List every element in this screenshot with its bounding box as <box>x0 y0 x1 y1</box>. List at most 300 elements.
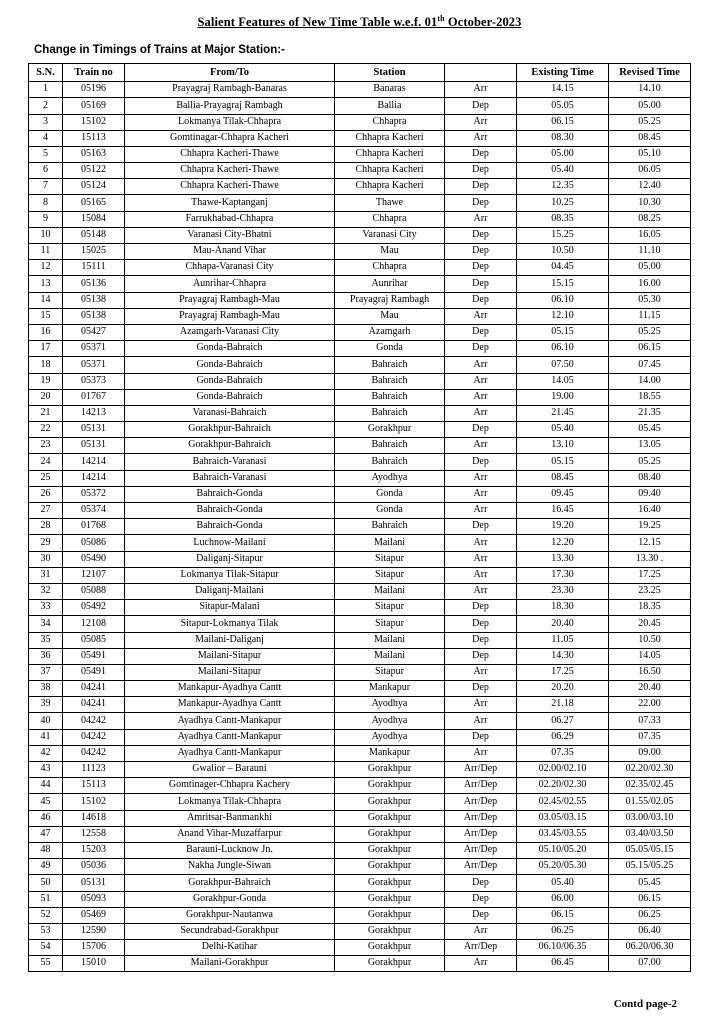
column-header-sn: S.N. <box>29 64 63 82</box>
arr-dep-cell: Arr <box>445 114 517 130</box>
station-cell: Bahraich <box>335 438 445 454</box>
sn-cell: 20 <box>29 389 63 405</box>
page-title-suffix: October-2023 <box>444 15 522 30</box>
existing-time-cell: 05.15 <box>517 454 609 470</box>
arr-dep-cell: Arr <box>445 486 517 502</box>
revised-time-cell: 08.25 <box>609 211 691 227</box>
from-to-cell: Chhapra Kacheri-Thawe <box>125 179 335 195</box>
from-to-cell: Ayadhya Cantt-Mankapur <box>125 729 335 745</box>
station-cell: Chhapra <box>335 211 445 227</box>
station-cell: Ayodhya <box>335 729 445 745</box>
arr-dep-cell: Dep <box>445 454 517 470</box>
sn-cell: 54 <box>29 940 63 956</box>
existing-time-cell: 05.40 <box>517 875 609 891</box>
table-row <box>29 664 691 680</box>
table-row <box>29 438 691 454</box>
existing-time-cell: 20.40 <box>517 616 609 632</box>
train-no-cell: 15025 <box>63 244 125 260</box>
revised-time-cell: 20.45 <box>609 616 691 632</box>
from-to-cell: Chhapa-Varanasi City <box>125 260 335 276</box>
revised-time-cell: 05.15/05.25 <box>609 859 691 875</box>
revised-time-cell: 23.25 <box>609 583 691 599</box>
table-row <box>29 778 691 794</box>
arr-dep-cell: Dep <box>445 146 517 162</box>
existing-time-cell: 05.40 <box>517 422 609 438</box>
station-cell: Gorakhpur <box>335 859 445 875</box>
station-cell: Gorakhpur <box>335 923 445 939</box>
arr-dep-cell: Arr <box>445 923 517 939</box>
existing-time-cell: 02.45/02.55 <box>517 794 609 810</box>
sn-cell: 26 <box>29 486 63 502</box>
revised-time-cell: 06.05 <box>609 163 691 179</box>
from-to-cell: Secundrabad-Gorakhpur <box>125 923 335 939</box>
from-to-cell: Lokmanya Tilak-Chhapra <box>125 794 335 810</box>
station-cell: Banaras <box>335 82 445 98</box>
train-no-cell: 05138 <box>63 308 125 324</box>
existing-time-cell: 06.15 <box>517 114 609 130</box>
arr-dep-cell: Dep <box>445 227 517 243</box>
arr-dep-cell: Arr <box>445 130 517 146</box>
station-cell: Sitapur <box>335 567 445 583</box>
revised-time-cell: 18.35 <box>609 600 691 616</box>
station-cell: Gorakhpur <box>335 826 445 842</box>
sn-cell: 9 <box>29 211 63 227</box>
station-cell: Chhapra <box>335 114 445 130</box>
train-no-cell: 05491 <box>63 664 125 680</box>
arr-dep-cell: Dep <box>445 163 517 179</box>
existing-time-cell: 09.45 <box>517 486 609 502</box>
station-cell: Gorakhpur <box>335 778 445 794</box>
existing-time-cell: 05.10/05.20 <box>517 842 609 858</box>
station-cell: Chhapra Kacheri <box>335 146 445 162</box>
arr-dep-cell: Arr <box>445 357 517 373</box>
sn-cell: 51 <box>29 891 63 907</box>
arr-dep-cell: Dep <box>445 616 517 632</box>
table-row <box>29 244 691 260</box>
existing-time-cell: 17.30 <box>517 567 609 583</box>
revised-time-cell: 09.40 <box>609 486 691 502</box>
train-no-cell: 04241 <box>63 697 125 713</box>
train-no-cell: 05036 <box>63 859 125 875</box>
station-cell: Mailani <box>335 632 445 648</box>
revised-time-cell: 05.45 <box>609 875 691 891</box>
from-to-cell: Azamgarh-Varanasi City <box>125 324 335 340</box>
from-to-cell: Daliganj-Mailani <box>125 583 335 599</box>
existing-time-cell: 21.45 <box>517 405 609 421</box>
train-no-cell: 14214 <box>63 470 125 486</box>
table-row <box>29 600 691 616</box>
train-no-cell: 15706 <box>63 940 125 956</box>
revised-time-cell: 11.15 <box>609 308 691 324</box>
train-no-cell: 05131 <box>63 438 125 454</box>
arr-dep-cell: Dep <box>445 907 517 923</box>
arr-dep-cell: Arr/Dep <box>445 826 517 842</box>
from-to-cell: Ayadhya Cantt-Mankapur <box>125 713 335 729</box>
station-cell: Gorakhpur <box>335 810 445 826</box>
station-cell: Bahraich <box>335 373 445 389</box>
station-cell: Varanasi City <box>335 227 445 243</box>
table-row <box>29 842 691 858</box>
from-to-cell: Lokmanya Tilak-Chhapra <box>125 114 335 130</box>
train-no-cell: 05131 <box>63 422 125 438</box>
train-no-cell: 14213 <box>63 405 125 421</box>
sn-cell: 28 <box>29 519 63 535</box>
station-cell: Mailani <box>335 648 445 664</box>
sn-cell: 55 <box>29 956 63 972</box>
existing-time-cell: 18.30 <box>517 600 609 616</box>
sn-cell: 24 <box>29 454 63 470</box>
arr-dep-cell: Arr <box>445 664 517 680</box>
from-to-cell: Daliganj-Sitapur <box>125 551 335 567</box>
arr-dep-cell: Arr <box>445 535 517 551</box>
revised-time-cell: 09.00 <box>609 745 691 761</box>
arr-dep-cell: Arr <box>445 956 517 972</box>
existing-time-cell: 05.00 <box>517 146 609 162</box>
station-cell: Azamgarh <box>335 324 445 340</box>
existing-time-cell: 19.20 <box>517 519 609 535</box>
train-no-cell: 15113 <box>63 778 125 794</box>
station-cell: Gorakhpur <box>335 875 445 891</box>
station-cell: Gonda <box>335 486 445 502</box>
table-row <box>29 422 691 438</box>
train-no-cell: 05131 <box>63 875 125 891</box>
existing-time-cell: 06.10 <box>517 292 609 308</box>
from-to-cell: Gonda-Bahraich <box>125 373 335 389</box>
from-to-cell: Aunrihar-Chhapra <box>125 276 335 292</box>
column-header-existing-time: Existing Time <box>517 64 609 82</box>
table-row <box>29 956 691 972</box>
train-no-cell: 05136 <box>63 276 125 292</box>
column-header-train-no: Train no <box>63 64 125 82</box>
station-cell: Thawe <box>335 195 445 211</box>
station-cell: Gorakhpur <box>335 422 445 438</box>
train-no-cell: 11123 <box>63 762 125 778</box>
sn-cell: 50 <box>29 875 63 891</box>
from-to-cell: Gwalior – Barauni <box>125 762 335 778</box>
section-subheading: Change in Timings of Trains at Major Station:- <box>34 44 285 57</box>
sn-cell: 38 <box>29 681 63 697</box>
arr-dep-cell: Arr <box>445 745 517 761</box>
table-row <box>29 98 691 114</box>
station-cell: Ayodhya <box>335 713 445 729</box>
sn-cell: 32 <box>29 583 63 599</box>
sn-cell: 30 <box>29 551 63 567</box>
table-row <box>29 389 691 405</box>
arr-dep-cell: Arr <box>445 82 517 98</box>
from-to-cell: Bahraich-Gonda <box>125 519 335 535</box>
station-cell: Chhapra Kacheri <box>335 130 445 146</box>
from-to-cell: Mailani-Gorakhpur <box>125 956 335 972</box>
from-to-cell: Thawe-Kaptanganj <box>125 195 335 211</box>
table-row <box>29 810 691 826</box>
sn-cell: 33 <box>29 600 63 616</box>
table-row <box>29 179 691 195</box>
sn-cell: 3 <box>29 114 63 130</box>
arr-dep-cell: Dep <box>445 292 517 308</box>
sn-cell: 43 <box>29 762 63 778</box>
from-to-cell: Mailani-Sitapur <box>125 648 335 664</box>
revised-time-cell: 05.00 <box>609 98 691 114</box>
arr-dep-cell: Dep <box>445 98 517 114</box>
revised-time-cell: 14.05 <box>609 648 691 664</box>
from-to-cell: Prayagraj Rambagh-Mau <box>125 308 335 324</box>
existing-time-cell: 05.15 <box>517 324 609 340</box>
arr-dep-cell: Dep <box>445 729 517 745</box>
station-cell: Chhapra Kacheri <box>335 163 445 179</box>
station-cell: Bahraich <box>335 389 445 405</box>
station-cell: Mau <box>335 308 445 324</box>
train-no-cell: 12590 <box>63 923 125 939</box>
existing-time-cell: 06.15 <box>517 907 609 923</box>
train-no-cell: 05371 <box>63 357 125 373</box>
sn-cell: 48 <box>29 842 63 858</box>
from-to-cell: Gomtinagar-Chhapra Kacheri <box>125 130 335 146</box>
from-to-cell: Barauni-Lucknow Jn. <box>125 842 335 858</box>
arr-dep-cell: Dep <box>445 244 517 260</box>
from-to-cell: Luchnow-Mailani <box>125 535 335 551</box>
train-no-cell: 05085 <box>63 632 125 648</box>
table-row <box>29 130 691 146</box>
sn-cell: 53 <box>29 923 63 939</box>
arr-dep-cell: Dep <box>445 324 517 340</box>
sn-cell: 16 <box>29 324 63 340</box>
arr-dep-cell: Arr <box>445 713 517 729</box>
from-to-cell: Mau-Anand Vihar <box>125 244 335 260</box>
existing-time-cell: 06.10/06.35 <box>517 940 609 956</box>
arr-dep-cell: Dep <box>445 632 517 648</box>
station-cell: Gorakhpur <box>335 891 445 907</box>
arr-dep-cell: Dep <box>445 891 517 907</box>
page-title <box>28 14 691 30</box>
station-cell: Sitapur <box>335 664 445 680</box>
train-no-cell: 05086 <box>63 535 125 551</box>
revised-time-cell: 21.35 <box>609 405 691 421</box>
station-cell: Sitapur <box>335 551 445 567</box>
from-to-cell: Prayagraj Rambagh-Mau <box>125 292 335 308</box>
sn-cell: 37 <box>29 664 63 680</box>
train-no-cell: 12108 <box>63 616 125 632</box>
from-to-cell: Prayagraj Rambagh-Banaras <box>125 82 335 98</box>
from-to-cell: Mankapur-Ayadhya Cantt <box>125 681 335 697</box>
arr-dep-cell: Arr <box>445 308 517 324</box>
train-no-cell: 05163 <box>63 146 125 162</box>
table-row <box>29 891 691 907</box>
arr-dep-cell: Arr <box>445 470 517 486</box>
from-to-cell: Mankapur-Ayadhya Cantt <box>125 697 335 713</box>
table-row <box>29 211 691 227</box>
station-cell: Bahraich <box>335 357 445 373</box>
station-cell: Bahraich <box>335 519 445 535</box>
sn-cell: 13 <box>29 276 63 292</box>
station-cell: Mailani <box>335 583 445 599</box>
table-row <box>29 405 691 421</box>
table-row <box>29 875 691 891</box>
train-no-cell: 05490 <box>63 551 125 567</box>
column-header-revised-time: Revised Time <box>609 64 691 82</box>
sn-cell: 34 <box>29 616 63 632</box>
train-no-cell: 04242 <box>63 729 125 745</box>
train-no-cell: 05492 <box>63 600 125 616</box>
station-cell: Mailani <box>335 535 445 551</box>
revised-time-cell: 13.30 . <box>609 551 691 567</box>
from-to-cell: Varanasi City-Bhatni <box>125 227 335 243</box>
train-no-cell: 15102 <box>63 794 125 810</box>
sn-cell: 27 <box>29 503 63 519</box>
from-to-cell: Gorakhpur-Bahraich <box>125 875 335 891</box>
existing-time-cell: 17.25 <box>517 664 609 680</box>
table-row <box>29 681 691 697</box>
station-cell: Mau <box>335 244 445 260</box>
revised-time-cell: 12.40 <box>609 179 691 195</box>
train-no-cell: 04242 <box>63 713 125 729</box>
sn-cell: 7 <box>29 179 63 195</box>
existing-time-cell: 08.45 <box>517 470 609 486</box>
revised-time-cell: 07.45 <box>609 357 691 373</box>
arr-dep-cell: Dep <box>445 260 517 276</box>
sn-cell: 52 <box>29 907 63 923</box>
arr-dep-cell: Dep <box>445 422 517 438</box>
table-row <box>29 535 691 551</box>
sn-cell: 23 <box>29 438 63 454</box>
from-to-cell: Amritsar-Banmankhi <box>125 810 335 826</box>
station-cell: Bahraich <box>335 454 445 470</box>
existing-time-cell: 06.10 <box>517 341 609 357</box>
from-to-cell: Mailani-Daliganj <box>125 632 335 648</box>
from-to-cell: Gorakhpur-Nautanwa <box>125 907 335 923</box>
table-row <box>29 826 691 842</box>
column-header-arr-dep <box>445 64 517 82</box>
table-row <box>29 454 691 470</box>
train-no-cell: 05427 <box>63 324 125 340</box>
train-no-cell: 15102 <box>63 114 125 130</box>
arr-dep-cell: Dep <box>445 341 517 357</box>
from-to-cell: Mailani-Sitapur <box>125 664 335 680</box>
train-no-cell: 05093 <box>63 891 125 907</box>
sn-cell: 29 <box>29 535 63 551</box>
train-no-cell: 14618 <box>63 810 125 826</box>
from-to-cell: Gomtinager-Chhapra Kachery <box>125 778 335 794</box>
revised-time-cell: 05.00 <box>609 260 691 276</box>
arr-dep-cell: Dep <box>445 519 517 535</box>
table-row <box>29 697 691 713</box>
existing-time-cell: 10.25 <box>517 195 609 211</box>
revised-time-cell: 05.05/05.15 <box>609 842 691 858</box>
station-cell: Gorakhpur <box>335 794 445 810</box>
revised-time-cell: 03.40/03.50 <box>609 826 691 842</box>
existing-time-cell: 03.05/03.15 <box>517 810 609 826</box>
revised-time-cell: 18.55 <box>609 389 691 405</box>
arr-dep-cell: Dep <box>445 276 517 292</box>
train-no-cell: 01768 <box>63 519 125 535</box>
sn-cell: 47 <box>29 826 63 842</box>
arr-dep-cell: Arr/Dep <box>445 778 517 794</box>
revised-time-cell: 08.45 <box>609 130 691 146</box>
page-title-prefix: Salient Features of New Time Table w.e.f. 01 <box>197 15 438 30</box>
sn-cell: 12 <box>29 260 63 276</box>
train-no-cell: 05469 <box>63 907 125 923</box>
train-no-cell: 05196 <box>63 82 125 98</box>
existing-time-cell: 07.50 <box>517 357 609 373</box>
from-to-cell: Chhapra Kacheri-Thawe <box>125 146 335 162</box>
revised-time-cell: 01.55/02.05 <box>609 794 691 810</box>
table-row <box>29 163 691 179</box>
train-no-cell: 15084 <box>63 211 125 227</box>
table-row <box>29 551 691 567</box>
existing-time-cell: 19.00 <box>517 389 609 405</box>
arr-dep-cell: Arr <box>445 583 517 599</box>
arr-dep-cell: Arr <box>445 438 517 454</box>
sn-cell: 22 <box>29 422 63 438</box>
from-to-cell: Bahraich-Varanasi <box>125 454 335 470</box>
train-no-cell: 14214 <box>63 454 125 470</box>
sn-cell: 41 <box>29 729 63 745</box>
station-cell: Ayodhya <box>335 697 445 713</box>
from-to-cell: Anand Vihar-Muzaffarpur <box>125 826 335 842</box>
table-row <box>29 357 691 373</box>
existing-time-cell: 14.30 <box>517 648 609 664</box>
arr-dep-cell: Arr/Dep <box>445 810 517 826</box>
table-row <box>29 227 691 243</box>
from-to-cell: Gonda-Bahraich <box>125 357 335 373</box>
arr-dep-cell: Dep <box>445 600 517 616</box>
arr-dep-cell: Arr <box>445 211 517 227</box>
column-header-station: Station <box>335 64 445 82</box>
station-cell: Gonda <box>335 503 445 519</box>
sn-cell: 44 <box>29 778 63 794</box>
revised-time-cell: 02.20/02.30 <box>609 762 691 778</box>
sn-cell: 36 <box>29 648 63 664</box>
existing-time-cell: 06.29 <box>517 729 609 745</box>
sn-cell: 14 <box>29 292 63 308</box>
sn-cell: 39 <box>29 697 63 713</box>
table-row <box>29 292 691 308</box>
from-to-cell: Ayadhya Cantt-Mankapur <box>125 745 335 761</box>
revised-time-cell: 13.05 <box>609 438 691 454</box>
revised-time-cell: 20.40 <box>609 681 691 697</box>
table-row <box>29 503 691 519</box>
arr-dep-cell: Arr <box>445 373 517 389</box>
sn-cell: 6 <box>29 163 63 179</box>
sn-cell: 2 <box>29 98 63 114</box>
table-row <box>29 762 691 778</box>
train-no-cell: 05169 <box>63 98 125 114</box>
arr-dep-cell: Dep <box>445 875 517 891</box>
from-to-cell: Bahraich-Varanasi <box>125 470 335 486</box>
sn-cell: 4 <box>29 130 63 146</box>
train-no-cell: 05124 <box>63 179 125 195</box>
from-to-cell: Bahraich-Gonda <box>125 503 335 519</box>
revised-time-cell: 12.15 <box>609 535 691 551</box>
revised-time-cell: 06.15 <box>609 341 691 357</box>
revised-time-cell: 14.10 <box>609 82 691 98</box>
sn-cell: 46 <box>29 810 63 826</box>
revised-time-cell: 06.40 <box>609 923 691 939</box>
station-cell: Gorakhpur <box>335 940 445 956</box>
train-no-cell: 05148 <box>63 227 125 243</box>
station-cell: Gorakhpur <box>335 842 445 858</box>
train-no-cell: 15203 <box>63 842 125 858</box>
existing-time-cell: 21.18 <box>517 697 609 713</box>
sn-cell: 5 <box>29 146 63 162</box>
existing-time-cell: 02.20/02.30 <box>517 778 609 794</box>
arr-dep-cell: Arr/Dep <box>445 842 517 858</box>
table-row <box>29 260 691 276</box>
sn-cell: 15 <box>29 308 63 324</box>
sn-cell: 11 <box>29 244 63 260</box>
revised-time-cell: 03.00/03.10 <box>609 810 691 826</box>
table-row <box>29 470 691 486</box>
arr-dep-cell: Arr/Dep <box>445 859 517 875</box>
